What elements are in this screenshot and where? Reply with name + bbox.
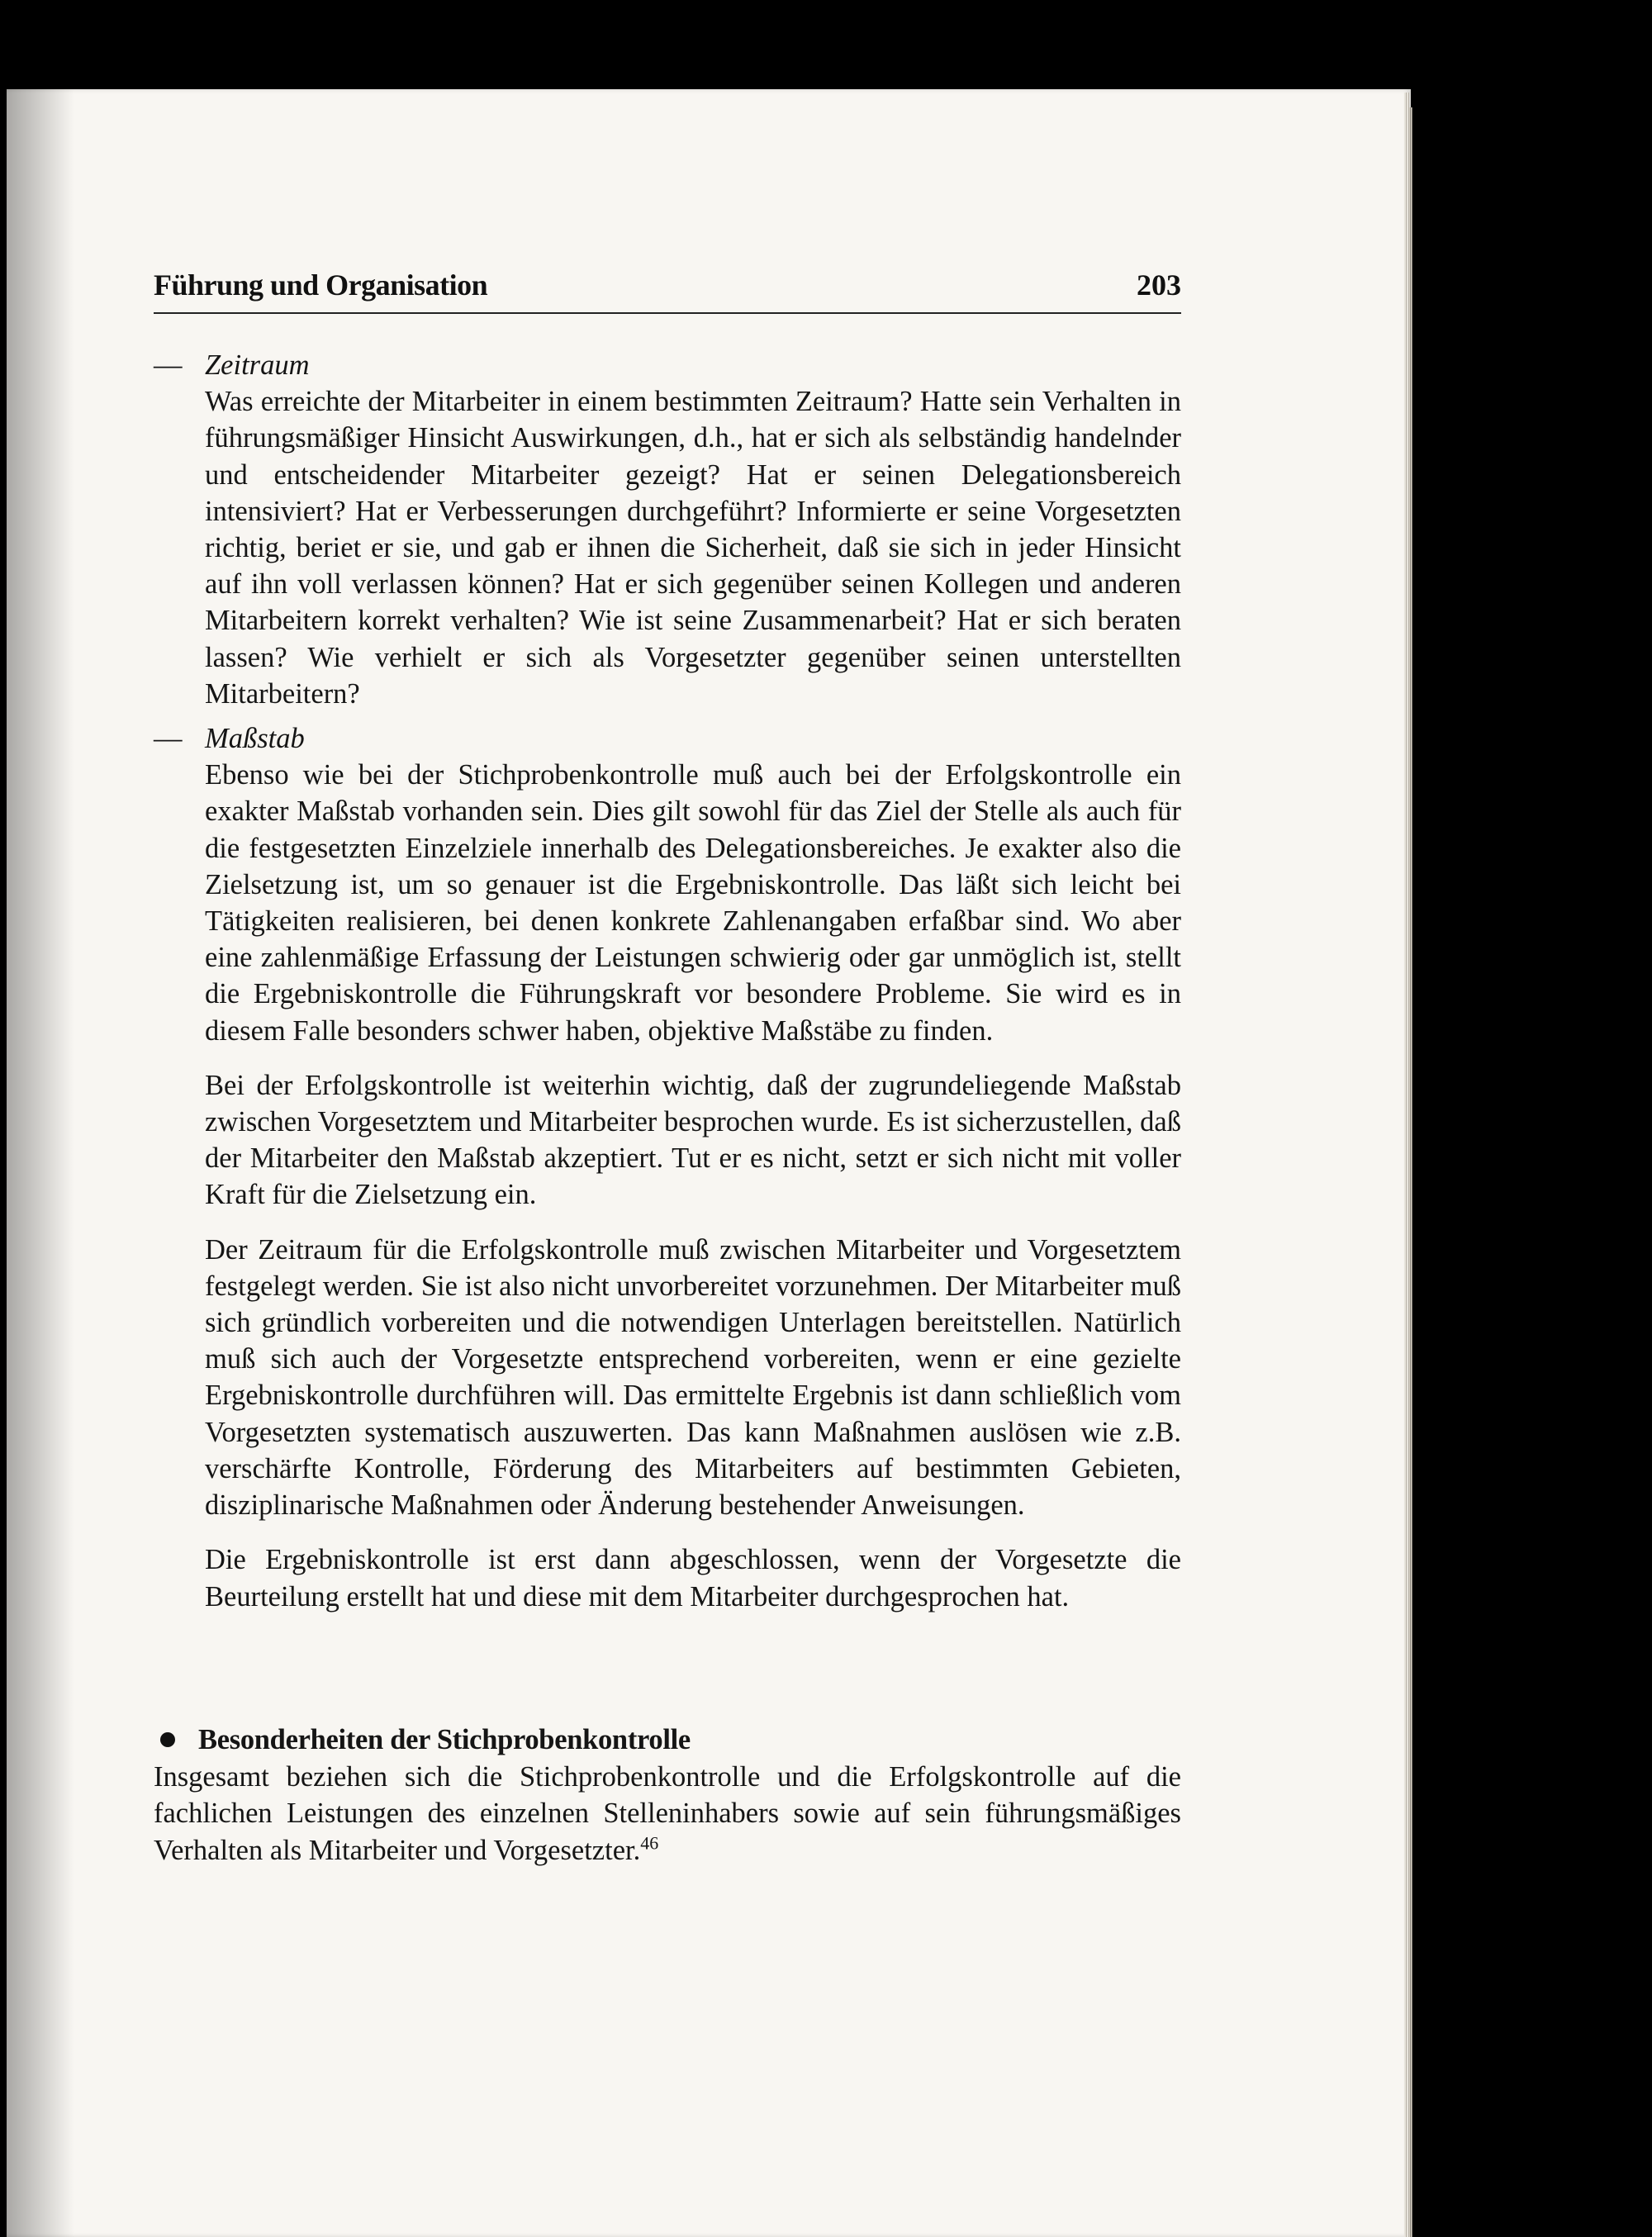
section-heading-text: Besonderheiten der Stichprobenkontrolle [198, 1724, 691, 1755]
paragraph: Bei der Erfolgskontrolle ist weiterhin wichtig, daß der zugrundeliegende Maßstab zwischen Vorgesetztem und Mitarbeiter besprochen wurde. Es ist sicherzustellen, daß der Mitarbeiter den Maßstab akzeptiert. Tut er es nicht, setzt er sich nicht mit voller Kraft für die Zielsetzung ein. [205, 1069, 1181, 1211]
list-item-zeitraum [154, 347, 1181, 712]
dash-marker: — [154, 723, 183, 755]
footnote-ref: 46 [640, 1832, 659, 1853]
section-text [154, 1759, 1181, 1869]
running-title: Führung und Organisation [154, 268, 488, 302]
bullet-icon [160, 1732, 175, 1747]
section-heading [154, 1722, 1181, 1759]
section-body: Insgesamt beziehen sich die Stichprobenkontrolle und die Erfolgskontrolle auf die fachlichen Leistungen des einzelnen Stelleninhabers sowie auf sein führungsmäßiges Verhalten als Mitarbeiter und Vorgesetzter. [154, 1760, 1181, 1866]
running-header [154, 263, 1181, 314]
list-item-massstab [154, 720, 1181, 1615]
binding-shadow [0, 89, 74, 2237]
item-text: Was erreichte der Mitarbeiter in einem bestimmten Zeitraum? Hatte sein Verhalten in führungsmäßiger Hinsicht Auswirkungen, d.h., hat er sich als selbständig handelnder und entscheidender Mitarbeiter gezeigt? Hat er seinen Delegationsbereich intensiviert? Hat er Verbesserungen durchgeführt? Informierte er seine Vorgesetzten richtig, beriet er sie, und gab er ihnen die Sicherheit, daß sie sich in jeder Hinsicht auf ihn voll verlassen können? Hat er sich gegenüber seinen Kollegen und anderen Mitarbeitern korrekt verhalten? Wie ist seine Zusammenarbeit? Hat er sich beraten lassen? Wie verhielt er sich als Vorgesetzter gegenüber seinen unterstellten Mitarbeitern? [205, 386, 1181, 710]
paragraph: Der Zeitraum für die Erfolgskontrolle muß zwischen Mitarbeiter und Vorgesetztem festgelegt werden. Sie ist also nicht unvorbereitet vorzunehmen. Der Mitarbeiter muß sich gründlich vorbereiten und die notwendigen Unterlagen bereitstellen. Natürlich muß sich auch der Vorgesetzte entsprechend vorbereiten, wenn er eine gezielte Ergebniskontrolle durchführen will. Das ermittelte Ergebnis ist dann schließlich vom Vorgesetzten systematisch auszuwerten. Das kann Maßnahmen auslösen wie z.B. verschärfte Kontrolle, Förderung des Mitarbeiters auf bestimmten Gebieten, disziplinarische Maßnahmen oder Änderung bestehender Anweisungen. [205, 1233, 1181, 1522]
item-heading: Maßstab [205, 723, 305, 755]
section-besonderheiten [154, 1722, 1181, 1869]
item-heading: Zeitraum [205, 349, 310, 381]
page-number: 203 [1137, 268, 1181, 302]
page-edges-outer [1409, 107, 1412, 2237]
paragraph: Die Ergebniskontrolle ist erst dann abgeschlossen, wenn der Vorgesetzte die Beurteilung erstellt hat und diese mit dem Mitarbeiter durchgesprochen hat. [205, 1544, 1181, 1612]
main-text [154, 347, 1181, 1615]
item-text: Ebenso wie bei der Stichprobenkontrolle muß auch bei der Erfolgskontrolle ein exakter Maßstab vorhanden sein. Dies gilt sowohl für das Ziel der Stelle als auch für die festgesetzten Einzelziele innerhalb des Delegationsbereiches. Je exakter also die Zielsetzung ist, um so genauer ist die Ergebniskontrolle. Das läßt sich leicht bei Tätigkeiten realisieren, bei denen konkrete Zahlenangaben erfaßbar sind. Wo aber eine zahlenmäßige Erfassung der Leistungen schwierig oder gar unmöglich ist, stellt die Ergebniskontrolle die Führungskraft vor besondere Probleme. Sie wird es in diesem Falle besonders schwer haben, objektive Maßstäbe zu finden. [205, 759, 1181, 1047]
dash-marker: — [154, 349, 183, 381]
